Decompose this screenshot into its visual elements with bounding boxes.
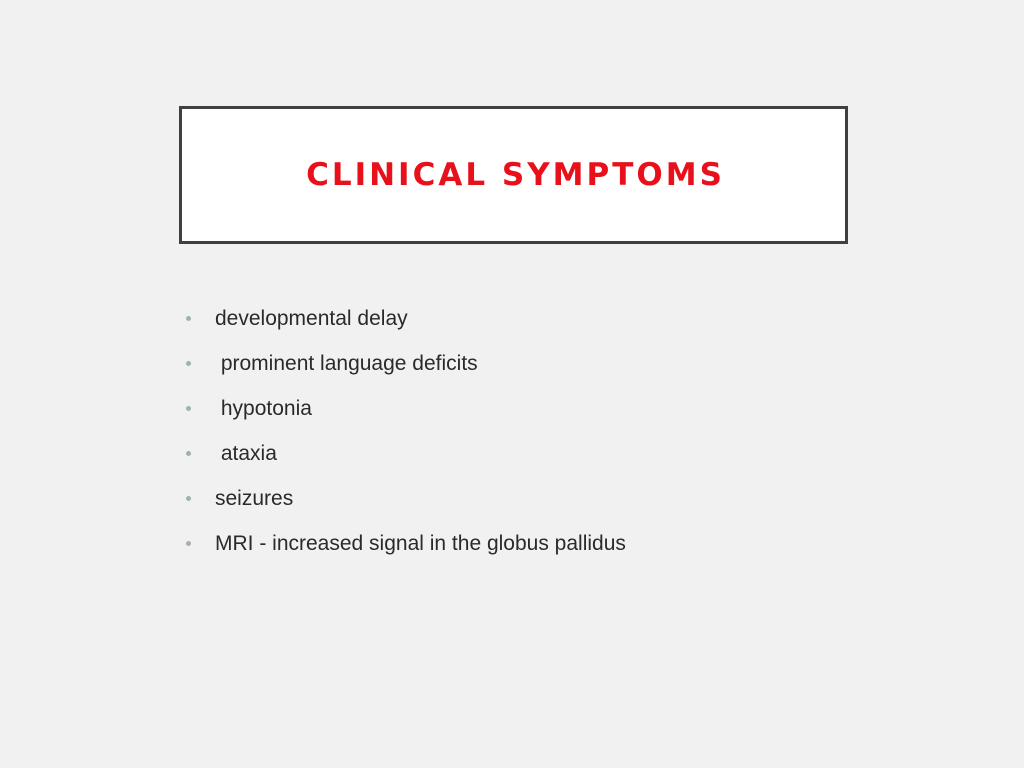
bullet-text: prominent language deficits [215,351,478,375]
bullet-dot-icon [186,316,191,321]
bullet-text: hypotonia [215,396,312,420]
title-box [179,106,848,244]
list-item [186,386,626,431]
list-item [186,431,626,476]
bullet-text: seizures [215,486,294,510]
list-item [186,296,626,341]
list-item [186,341,626,386]
bullet-dot-icon [186,406,191,411]
slide-title: CLINICAL SYMPTOMS [306,157,725,193]
bullet-text: developmental delay [215,306,408,330]
bullet-list [186,296,626,566]
bullet-text: MRI - increased signal in the globus pallidus [215,531,626,555]
bullet-dot-icon [186,451,191,456]
list-item [186,476,626,521]
bullet-dot-icon [186,361,191,366]
list-item [186,521,626,566]
bullet-dot-icon [186,541,191,546]
bullet-text: ataxia [215,441,277,465]
bullet-dot-icon [186,496,191,501]
